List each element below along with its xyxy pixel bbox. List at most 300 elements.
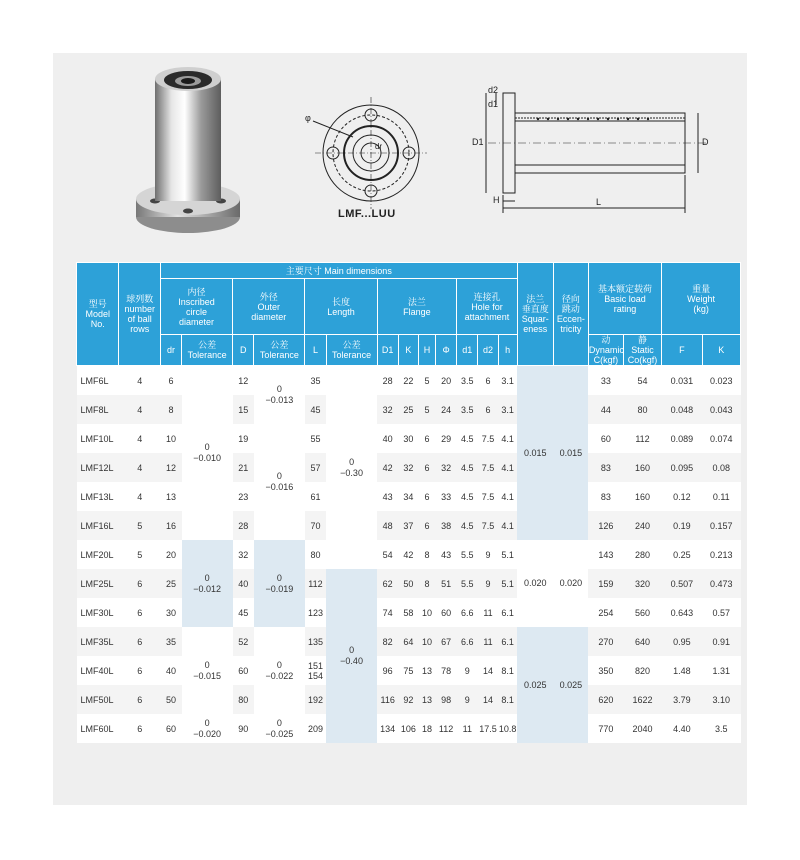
table-cell: 74	[377, 598, 398, 627]
cell-text: 0	[204, 717, 210, 728]
tol-D-e	[254, 714, 305, 743]
table-cell: 0.643	[662, 598, 702, 627]
table-cell: 6	[418, 424, 435, 453]
squareness-a: 0.015	[517, 366, 553, 541]
table-cell: 320	[623, 569, 661, 598]
table-cell: 9	[457, 685, 478, 714]
table-cell: 280	[623, 540, 661, 569]
d1-label: d1	[488, 99, 499, 109]
table-row	[77, 395, 741, 424]
table-cell: 33	[435, 482, 456, 511]
eccentricity-c: 0.025	[553, 627, 588, 743]
table-cell: 0.023	[702, 366, 740, 396]
table-cell: 54	[623, 366, 661, 396]
table-cell: LMF50L	[77, 685, 119, 714]
table-cell: LMF6L	[77, 366, 119, 396]
H-label: H	[493, 195, 500, 205]
cell-text: 0	[349, 456, 355, 467]
table-cell: 70	[305, 511, 326, 540]
table-cell: 240	[623, 511, 661, 540]
L-label: L	[596, 197, 602, 207]
table-cell: 143	[588, 540, 623, 569]
table-cell: 160	[623, 453, 661, 482]
table-cell: 40	[233, 569, 254, 598]
table-cell: 0.11	[702, 482, 740, 511]
table-cell: 20	[160, 540, 181, 569]
table-cell: 0.157	[702, 511, 740, 540]
table-cell: 60	[435, 598, 456, 627]
table-cell: 10.8	[498, 714, 517, 743]
cell-text: 外径	[259, 291, 278, 302]
cell-text: 0	[276, 471, 282, 481]
col-inscribed	[160, 279, 232, 335]
cell-text: 公差	[198, 340, 217, 350]
table-cell: 42	[377, 453, 398, 482]
table-cell: LMF10L	[77, 424, 119, 453]
table-cell: 7.5	[478, 424, 498, 453]
sub-dr: dr	[160, 335, 181, 366]
table-cell: 98	[435, 685, 456, 714]
table-row	[77, 366, 741, 396]
sub-tol-dr	[182, 335, 233, 366]
table-row	[77, 656, 741, 685]
tol-dr-d	[182, 714, 233, 743]
cell-text: No.	[90, 319, 105, 329]
table-cell: 1.31	[702, 656, 740, 685]
table-cell: 3.79	[662, 685, 702, 714]
table-cell: 16	[160, 511, 181, 540]
table-cell: 6	[119, 685, 160, 714]
table-cell: 3.1	[498, 366, 517, 396]
tol-dr-c	[182, 627, 233, 714]
table-cell: 32	[233, 540, 254, 569]
cell-text: diameter	[251, 311, 287, 322]
drawing-caption: LMF...LUU	[338, 208, 396, 220]
table-cell: 32	[377, 395, 398, 424]
table-cell: 112	[435, 714, 456, 743]
table-cell: 30	[398, 424, 418, 453]
tol-dr-a	[182, 366, 233, 541]
table-cell: 9	[457, 656, 478, 685]
table-cell: 11	[457, 714, 478, 743]
table-cell: 270	[588, 627, 623, 656]
table-cell: 4	[119, 482, 160, 511]
cell-text: 内径	[187, 286, 206, 297]
table-row	[77, 714, 741, 743]
table-cell: 13	[418, 685, 435, 714]
tol-L-a	[326, 366, 377, 570]
tol-D-a	[254, 366, 305, 425]
table-cell: 34	[398, 482, 418, 511]
table-cell: 6	[418, 453, 435, 482]
cell-text: attachment	[464, 311, 510, 322]
cell-text: 公差	[270, 340, 289, 350]
table-cell: 28	[233, 511, 254, 540]
table-cell: 3.10	[702, 685, 740, 714]
table-cell: 6.1	[498, 598, 517, 627]
squareness-c: 0.025	[517, 627, 553, 743]
table-cell: 64	[398, 627, 418, 656]
table-cell: 33	[588, 366, 623, 396]
cell-text: 法兰	[407, 296, 426, 307]
cell-text: 型号	[88, 299, 107, 309]
cell-text: Eccen-	[556, 314, 585, 324]
table-cell: 4	[119, 453, 160, 482]
table-cell: 350	[588, 656, 623, 685]
cell-text: Outer	[257, 301, 280, 312]
cell-text: 长度	[331, 296, 350, 307]
table-cell: 134	[377, 714, 398, 743]
cell-text: 跳动	[561, 304, 580, 314]
sub-static	[623, 335, 661, 366]
cell-text: −0.015	[193, 670, 222, 681]
table-cell: 50	[160, 685, 181, 714]
table-cell: 0.91	[702, 627, 740, 656]
table-cell: 0.473	[702, 569, 740, 598]
eccentricity-a: 0.015	[553, 366, 588, 541]
table-cell: LMF35L	[77, 627, 119, 656]
cell-text: Flange	[403, 306, 431, 317]
table-cell: 4.5	[457, 482, 478, 511]
table-cell: 14	[478, 685, 498, 714]
table-cell: 83	[588, 453, 623, 482]
cell-text: Length	[327, 306, 355, 317]
cell-text: circle	[186, 306, 208, 317]
cell-text: 径向	[561, 294, 580, 304]
cell-text: −0.013	[265, 395, 294, 405]
main-dimensions-header: 主要尺寸 Main dimensions	[160, 263, 517, 279]
dr-label: dr	[375, 142, 383, 151]
table-cell: 96	[377, 656, 398, 685]
sub-Kw: K	[702, 335, 740, 366]
table-cell: 0.043	[702, 395, 740, 424]
squareness-b: 0.020	[517, 540, 553, 627]
cell-text: −0.025	[265, 728, 294, 739]
table-cell: 4	[119, 395, 160, 424]
table-cell: 0.95	[662, 627, 702, 656]
cell-text: 球列数	[126, 294, 154, 304]
table-cell: 0.031	[662, 366, 702, 396]
col-hole	[457, 279, 518, 335]
cell-text: 连接孔	[473, 291, 501, 302]
col-squareness	[517, 263, 553, 366]
table-cell: 10	[418, 598, 435, 627]
table-cell: 209	[305, 714, 326, 743]
table-cell: 106	[398, 714, 418, 743]
table-cell: 42	[398, 540, 418, 569]
table-cell: 5.5	[457, 540, 478, 569]
table-cell: 3.5	[457, 366, 478, 396]
table-cell: 0.507	[662, 569, 702, 598]
table-cell: 9	[478, 569, 498, 598]
table-cell: 11	[478, 598, 498, 627]
table-cell: 4.1	[498, 453, 517, 482]
table-cell: 6	[119, 714, 160, 743]
cell-text: diameter	[179, 316, 215, 327]
table-cell: 6	[418, 511, 435, 540]
table-cell: LMF16L	[77, 511, 119, 540]
cell-text: −0.012	[193, 583, 222, 594]
table-cell: 51	[435, 569, 456, 598]
table-cell: 8	[418, 569, 435, 598]
cell-text: Dynamic	[588, 345, 624, 355]
cell-text: Inscribed	[178, 296, 215, 307]
cell-text: Basic load	[604, 293, 646, 304]
sub-H: H	[418, 335, 435, 366]
side-section-drawing	[458, 83, 728, 223]
table-cell: 560	[623, 598, 661, 627]
table-cell: 3.5	[702, 714, 740, 743]
table-cell: 80	[623, 395, 661, 424]
table-cell: 4	[119, 424, 160, 453]
table-cell: 6	[119, 569, 160, 598]
table-cell: 5	[119, 511, 160, 540]
table-cell: 8.1	[498, 685, 517, 714]
table-cell: 17.5	[478, 714, 498, 743]
table-cell: 37	[398, 511, 418, 540]
table-cell: 7.5	[478, 482, 498, 511]
col-eccentricity	[553, 263, 588, 366]
table-cell: 0.074	[702, 424, 740, 453]
table-row	[77, 569, 741, 598]
table-cell: 75	[398, 656, 418, 685]
table-cell: 2040	[623, 714, 661, 743]
table-cell: 29	[435, 424, 456, 453]
table-cell: 112	[623, 424, 661, 453]
sub-tol-D	[254, 335, 305, 366]
cell-text: Static	[631, 345, 654, 355]
table-cell: 18	[418, 714, 435, 743]
table-cell: LMF40L	[77, 656, 119, 685]
flange-front-drawing	[293, 81, 443, 226]
table-cell: 4	[119, 366, 160, 396]
table-cell: 15	[233, 395, 254, 424]
cell-text: rows	[130, 324, 150, 334]
cell-text: 0	[276, 384, 282, 394]
tol-dr-b	[182, 540, 233, 627]
table-cell: 22	[398, 366, 418, 396]
table-cell: 60	[588, 424, 623, 453]
table-cell: 820	[623, 656, 661, 685]
cell-text: Tolerance	[332, 350, 372, 360]
table-cell: 1622	[623, 685, 661, 714]
d2-label: d2	[488, 85, 499, 95]
table-cell: 82	[377, 627, 398, 656]
table-cell: 6	[119, 627, 160, 656]
cell-text: 公差	[342, 340, 361, 350]
table-cell: LMF25L	[77, 569, 119, 598]
sub-h: h	[498, 335, 517, 366]
table-cell: 80	[233, 685, 254, 714]
table-cell: 6.6	[457, 598, 478, 627]
table-cell: 1.48	[662, 656, 702, 685]
phi-label: φ	[305, 113, 311, 123]
table-cell: 5	[418, 395, 435, 424]
cell-text: Hole for	[471, 301, 503, 312]
table-cell: 6.6	[457, 627, 478, 656]
sub-tol-L	[326, 335, 377, 366]
cell-text: −0.016	[265, 482, 294, 492]
table-cell: 12	[233, 366, 254, 396]
table-cell: 35	[305, 366, 326, 396]
table-cell: 0.048	[662, 395, 702, 424]
table-cell: 0.12	[662, 482, 702, 511]
table-cell: 6	[478, 366, 498, 396]
cell-text: −0.010	[193, 453, 222, 463]
cell-text: Co(kgf)	[627, 355, 658, 365]
table-cell: 8	[160, 395, 181, 424]
table-row	[77, 540, 741, 569]
table-cell: 8.1	[498, 656, 517, 685]
cell-text: (kg)	[693, 303, 709, 314]
table-cell: 7.5	[478, 511, 498, 540]
cell-text: 0	[276, 659, 282, 670]
table-row	[77, 424, 741, 453]
table-cell: 0.57	[702, 598, 740, 627]
table-cell: LMF12L	[77, 453, 119, 482]
table-cell: 43	[435, 540, 456, 569]
cell-text: 重量	[692, 283, 711, 294]
tol-D-d	[254, 627, 305, 714]
table-cell: 123	[305, 598, 326, 627]
table-cell: 10	[160, 424, 181, 453]
table-cell: 40	[377, 424, 398, 453]
table-cell: 61	[305, 482, 326, 511]
tol-D-b	[254, 424, 305, 540]
cell-text: rating	[613, 303, 637, 314]
sub-D: D	[233, 335, 254, 366]
table-cell: 160	[623, 482, 661, 511]
table-cell: 254	[588, 598, 623, 627]
cell-text: 0	[276, 717, 282, 728]
table-cell: 4.1	[498, 511, 517, 540]
cell-text: tricity	[560, 324, 582, 334]
col-weight	[662, 263, 741, 335]
cell-text: −0.30	[340, 467, 363, 478]
table-cell: LMF30L	[77, 598, 119, 627]
cell-text: −0.019	[265, 583, 294, 594]
cell-text: −0.40	[340, 656, 363, 666]
table-cell: 7.5	[478, 453, 498, 482]
cell-text: 0	[204, 572, 210, 583]
table-row	[77, 598, 741, 627]
table-cell: 14	[478, 656, 498, 685]
table-cell: 6	[160, 366, 181, 396]
sub-L: L	[305, 335, 326, 366]
table-cell: 67	[435, 627, 456, 656]
table-cell: 48	[377, 511, 398, 540]
product-panel	[53, 53, 747, 805]
cell-text: of ball	[127, 314, 152, 324]
table-cell: 0.25	[662, 540, 702, 569]
table-cell: 151 154	[305, 656, 326, 685]
cell-text: 0	[276, 572, 282, 583]
table-row	[77, 453, 741, 482]
table-cell: 0.19	[662, 511, 702, 540]
table-cell: 4.5	[457, 424, 478, 453]
table-cell: 4.5	[457, 453, 478, 482]
table-cell: 0.08	[702, 453, 740, 482]
table-cell: 135	[305, 627, 326, 656]
cell-text: Squar-	[521, 314, 549, 324]
table-cell: 12	[160, 453, 181, 482]
table-cell: 3.1	[498, 395, 517, 424]
table-cell: 13	[418, 656, 435, 685]
table-cell: 50	[398, 569, 418, 598]
table-cell: 192	[305, 685, 326, 714]
table-cell: 62	[377, 569, 398, 598]
cell-text: 0	[349, 645, 355, 655]
eccentricity-b: 0.020	[553, 540, 588, 627]
cell-text: 0	[204, 442, 210, 452]
table-row	[77, 685, 741, 714]
table-cell: 24	[435, 395, 456, 424]
table-cell: 20	[435, 366, 456, 396]
table-row	[77, 627, 741, 656]
table-cell: 23	[233, 482, 254, 511]
D1-label: D1	[472, 137, 484, 147]
table-cell: 13	[160, 482, 181, 511]
table-row	[77, 482, 741, 511]
table-cell: 770	[588, 714, 623, 743]
table-cell: 80	[305, 540, 326, 569]
table-cell: 6	[478, 395, 498, 424]
spec-table	[76, 262, 741, 743]
col-model	[77, 263, 119, 366]
table-cell: 620	[588, 685, 623, 714]
table-cell: LMF60L	[77, 714, 119, 743]
table-cell: 4.1	[498, 482, 517, 511]
cell-text: −0.020	[193, 728, 222, 739]
table-cell: 6	[418, 482, 435, 511]
sub-d1: d1	[457, 335, 478, 366]
sub-phi: Φ	[435, 335, 456, 366]
table-cell: 6	[119, 656, 160, 685]
table-cell: 159	[588, 569, 623, 598]
cell-text: 基本额定载荷	[598, 283, 653, 294]
table-cell: 83	[588, 482, 623, 511]
table-cell: 126	[588, 511, 623, 540]
table-row	[77, 511, 741, 540]
cell-text: C(kgf)	[593, 355, 619, 365]
sub-d2: d2	[478, 335, 498, 366]
col-balls	[119, 263, 160, 366]
table-cell: 30	[160, 598, 181, 627]
table-cell: 5.5	[457, 569, 478, 598]
table-cell: 92	[398, 685, 418, 714]
table-cell: 52	[233, 627, 254, 656]
table-cell: 5	[418, 366, 435, 396]
table-cell: 5	[119, 540, 160, 569]
table-cell: 0.089	[662, 424, 702, 453]
table-cell: 5.1	[498, 569, 517, 598]
cell-text: 静	[638, 335, 648, 345]
table-cell: 78	[435, 656, 456, 685]
table-cell: 0.213	[702, 540, 740, 569]
sub-dynamic	[588, 335, 623, 366]
table-cell: LMF13L	[77, 482, 119, 511]
table-cell: 60	[160, 714, 181, 743]
cell-text: 动	[601, 335, 611, 345]
table-cell: 9	[478, 540, 498, 569]
table-cell: 11	[478, 627, 498, 656]
cell-text: −0.022	[265, 670, 294, 681]
table-cell: 6.1	[498, 627, 517, 656]
cell-text: 垂直度	[521, 304, 549, 314]
table-cell: 25	[160, 569, 181, 598]
bearing-photo	[133, 59, 243, 235]
table-cell: 0.095	[662, 453, 702, 482]
